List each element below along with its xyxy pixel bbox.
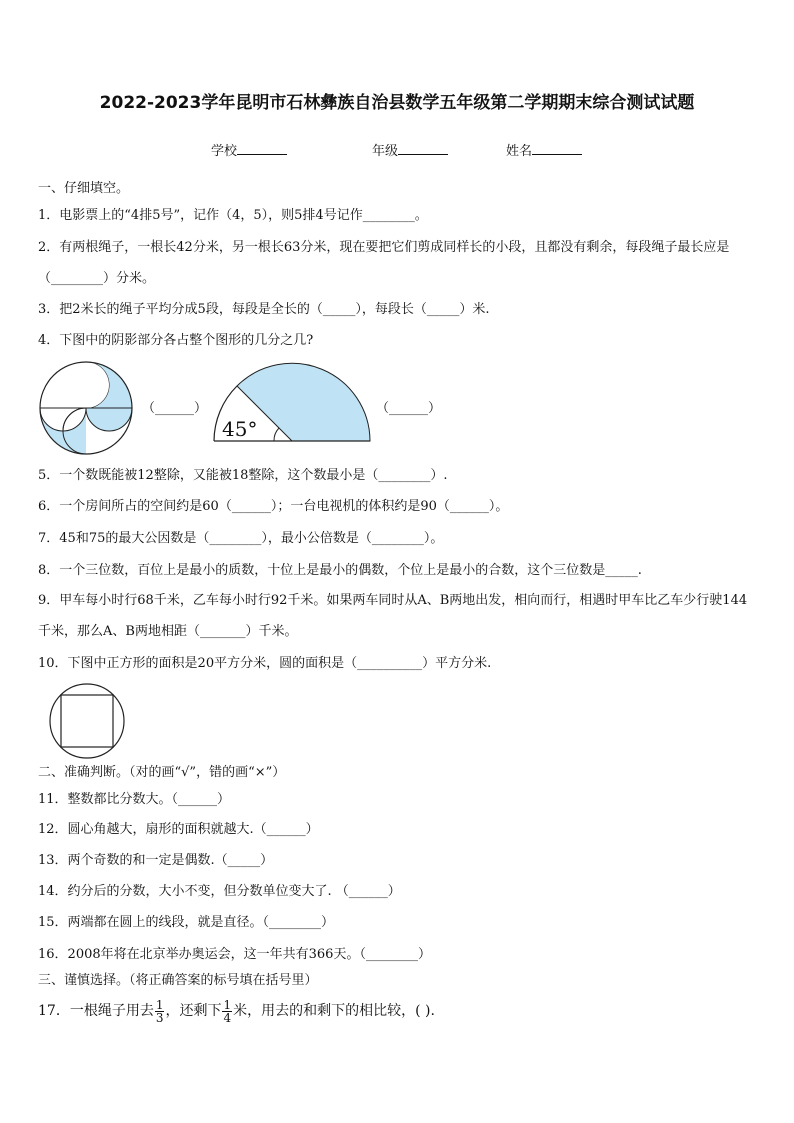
question-1: 1．电影票上的“4排5号”，记作（4，5），则5排4号记作________。: [38, 208, 428, 223]
school-blank[interactable]: [237, 140, 287, 155]
fraction-one-fourth: $\frac{1}{4}$: [223, 997, 232, 1025]
question-17-part-c: 米，用去的和剩下的相比较，( ).: [233, 1003, 435, 1019]
question-16: 16．2008年将在北京举办奥运会，这一年共有366天。（________）: [38, 947, 431, 962]
question-6: 6．一个房间所占的空间约是60（______）；一台电视机的体积约是90（______）。: [38, 499, 509, 514]
section-3-heading: 三、谨慎选择。（将正确答案的标号填在括号里）: [38, 973, 318, 988]
question-17: [38, 997, 760, 1025]
question-5: 5．一个数既能被12整除，又能被18整除，这个数最小是（________）.: [38, 468, 448, 483]
question-4-blank-1[interactable]: （______）: [142, 401, 208, 416]
question-13: 13．两个奇数的和一定是偶数.（_____）: [38, 853, 274, 868]
name-field: [506, 140, 582, 159]
grade-field: [372, 140, 448, 159]
name-label: 姓名: [506, 144, 533, 159]
fraction-one-third: $\frac{1}{3}$: [155, 997, 164, 1025]
question-9: 9．甲车每小时行68千米，乙车每小时行92千米。如果两车同时从A、B两地出发，相向而行，相遇时甲车比乙车少行驶144千米，那么A、B两地相距（_______）千米。: [38, 593, 748, 639]
question-11: 11．整数都比分数大。（______）: [38, 792, 231, 807]
question-14: 14．约分后的分数，大小不变，但分数单位变大了. （______）: [38, 884, 401, 899]
circle-shaded-figure: [38, 360, 138, 456]
question-8: 8．一个三位数，百位上是最小的质数，十位上是最小的偶数，个位上是最小的合数，这个三位数是_____.: [38, 563, 642, 578]
section-2-heading: 二、准确判断。（对的画“√”，错的画“×”）: [38, 765, 286, 780]
school-label: 学校: [211, 144, 238, 159]
grade-label: 年级: [372, 144, 399, 159]
page-title: 2022-2023学年昆明市石林彝族自治县数学五年级第二学期期末综合测试试题: [99, 93, 695, 113]
section-1-heading: 一、仔细填空。: [38, 181, 130, 196]
question-10: 10．下图中正方形的面积是20平方分米，圆的面积是（__________）平方分米.: [38, 656, 492, 671]
name-blank[interactable]: [532, 140, 582, 155]
grade-blank[interactable]: [398, 140, 448, 155]
question-2: 2．有两根绳子，一根长42分米，另一根长63分米，现在要把它们剪成同样长的小段，且都没有剩余，每段绳子最长应是（________）分米。: [38, 240, 730, 286]
question-12: 12．圆心角越大，扇形的面积就越大.（______）: [38, 822, 319, 837]
school-field: [211, 140, 287, 159]
question-4: 4．下图中的阴影部分各占整个图形的几分之几?: [38, 333, 314, 348]
angle-label: 45°: [222, 417, 258, 441]
question-15: 15．两端都在圆上的线段，就是直径。（________）: [38, 915, 335, 930]
square-in-circle-figure: [48, 682, 128, 762]
question-4-blank-2[interactable]: （______）: [376, 401, 442, 416]
question-7: 7．45和75的最大公因数是（________），最小公倍数是（________）。: [38, 531, 444, 546]
semicircle-shaded-figure: [212, 360, 372, 444]
question-3: 3．把2米长的绳子平均分成5段，每段是全长的（_____），每段长（_____）米.: [38, 302, 490, 317]
question-17-part-a: 17．一根绳子用去: [38, 1003, 154, 1019]
question-17-part-b: ，还剩下: [165, 1003, 222, 1019]
